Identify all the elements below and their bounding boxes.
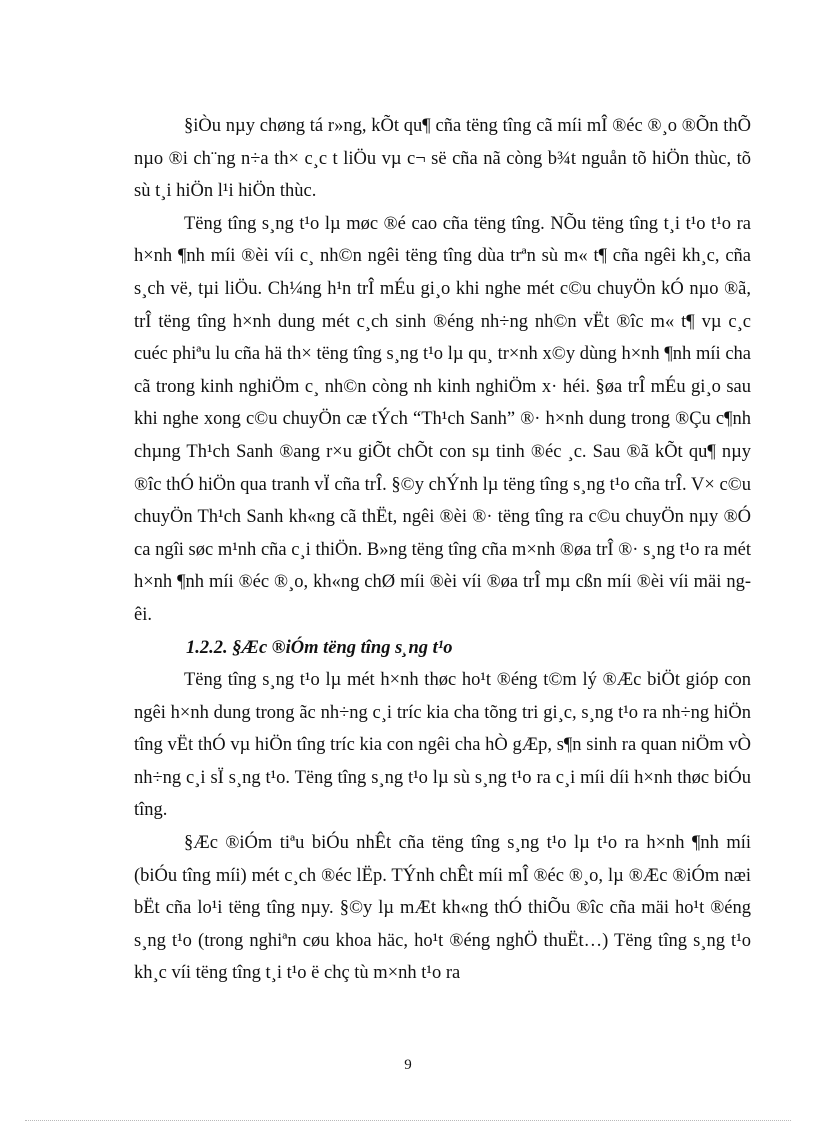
page-bottom-divider bbox=[25, 1120, 791, 1121]
paragraph-2: Tëng tîng s¸ng t¹o lµ møc ®é cao cña tëng tîng. NÕu tëng tîng t¸i t¹o t¹o ra h×nh ¶nh míi ®èi víi c¸ nh©n ngêi tëng tîng dùa trªn sù m« t¶ cña ngêi kh¸c, cña s¸ch vë, tµi liÖu. Ch¼ng h¹n trÎ mÉu gi¸o khi nghe mét c©u chuyÖn kÓ nµo ®ã, trÎ tëng tîng h×nh dung mét c¸ch sinh ®éng nh÷ng nh©n vËt ®îc m« t¶ vµ c¸c cuéc phiªu lu cña hä th× tëng tîng s¸ng t¹o lµ qu¸ tr×nh x©y dùng h×nh ¶nh míi cha cã trong kinh nghiÖm c¸ nh©n còng nh kinh nghiÖm x· héi. §øa trÎ mÉu gi¸o sau khi nghe xong c©u chuyÖn cæ tÝch “Th¹ch Sanh” ®· h×nh dung trong ®Çu c¶nh chµng Th¹ch Sanh ®ang r×u giÕt chÕt con sµ tinh ®éc ¸c. Sau ®ã kÕt qu¶ nµy ®îc thÓ hiÖn qua tranh vÏ cña trÎ. §©y chÝnh lµ tëng tîng s¸ng t¹o cña trÎ. V× c©u chuyÖn Th¹ch Sanh kh«ng cã thËt, ngêi ®èi ®· tëng tîng ra c©u chuyÖn nµy ®Ó ca ngîi søc m¹nh cña c¸i thiÖn. B»ng tëng tîng cña m×nh ®øa trÎ ®· s¸ng t¹o ra mét h×nh ¶nh míi ®éc ®¸o, kh«ng chØ míi ®èi víi ®øa trÎ mµ cßn míi ®èi víi mäi ngêi. bbox=[134, 213, 751, 625]
page-body bbox=[134, 110, 751, 990]
paragraph-3: Tëng tîng s¸ng t¹o lµ mét h×nh thøc ho¹t ®éng t©m lý ®Æc biÖt gióp con ngêi h×nh dung trong ãc nh÷ng c¸i tríc kia cha tõng tri gi¸c, s¸ng t¹o ra nh÷ng hiÖn tîng vËt thÓ vµ hiÖn tîng tríc kia con ngêi cha hÒ gÆp, s¶n sinh ra quan niÖm vÒ nh÷ng c¸i sÏ s¸ng t¹o. Tëng tîng s¸ng t¹o lµ sù s¸ng t¹o ra c¸i míi díi h×nh thøc biÓu tîng. bbox=[134, 670, 751, 821]
paragraph-4: §Æc ®iÓm tiªu biÓu nhÊt cña tëng tîng s¸ng t¹o lµ t¹o ra h×nh ¶nh míi (biÓu tîng míi) mét c¸ch ®éc lËp. TÝnh chÊt míi mÎ ®éc ®¸o, lµ ®Æc ®iÓm næi bËt cña lo¹i tëng tîng nµy. §©y lµ mÆt kh«ng thÓ thiÕu ®îc cña mäi ho¹t ®éng s¸ng t¹o (trong nghiªn cøu khoa häc, ho¹t ®éng nghÖ thuËt…) Tëng tîng s¸ng t¹o kh¸c víi tëng tîng t¸i t¹o ë chç tù m×nh t¹o ra bbox=[134, 833, 751, 984]
section-heading: 1.2.2. §Æc ®iÓm tëng tîng s¸ng t¹o bbox=[186, 637, 453, 658]
page-number: 9 bbox=[404, 1057, 412, 1073]
paragraph-1: §iÒu nµy chøng tá r»ng, kÕt qu¶ cña tëng tîng cã míi mÎ ®éc ®¸o ®Õn thÕ nµo ®i ch¨ng n÷a th× c¸c t liÖu vµ c¬ së cña nã còng b¾t nguån tõ hiÖn thùc, tõ sù t¸i hiÖn l¹i hiÖn thùc. bbox=[134, 116, 751, 202]
